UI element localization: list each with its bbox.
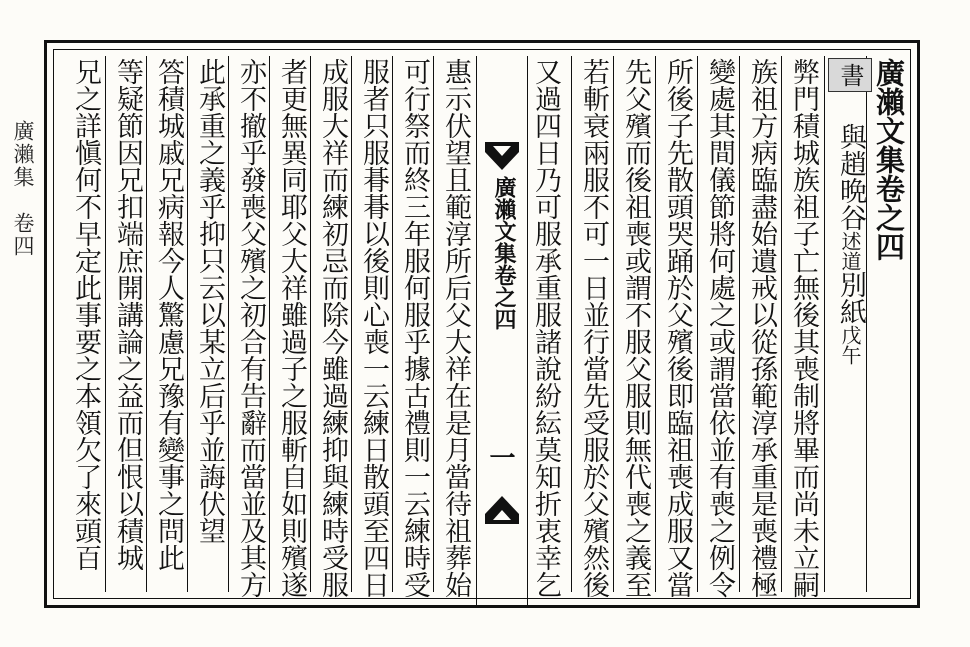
fish-tail-mark-icon [485, 496, 519, 524]
center-fold-band [476, 56, 528, 608]
text-column: 者更無異同耶父大祥雖過子之服斬自如則殯遂 [276, 58, 307, 598]
text-column: 惠示伏望且範淳所后父大祥在是月當待祖葬始 [440, 58, 471, 598]
column-rule [392, 56, 393, 592]
column-rule [351, 56, 352, 592]
heading-suffix: 別紙 [835, 271, 866, 325]
text-column: 可行祭而終三年服何服乎據古禮則一云練時受 [399, 58, 430, 598]
column-rule [571, 56, 572, 592]
column-rule [781, 56, 782, 592]
margin-note: 廣瀨集 卷四 [11, 120, 35, 258]
column-rule [739, 56, 740, 592]
text-column: 先父殯而後祖喪或謂不服父服則無代喪之義至 [620, 58, 651, 598]
text-column: 等疑節因兄扣端庶開講論之益而但恨以積城 [112, 58, 143, 571]
text-column: 亦不撤乎發喪父殯之初合有告辭而當並及其方 [235, 58, 266, 598]
letter-heading: 與趙晩谷 [835, 123, 866, 231]
heading-date: 戊午 [838, 325, 862, 365]
heading-note: 述道 [838, 231, 862, 271]
column-rule [228, 56, 229, 592]
column-rule [146, 56, 147, 592]
text-column: 兄之詳愼何不早定此事要之本領欠了來頭百 [70, 58, 101, 571]
column-rule [697, 56, 698, 592]
text-column: 成服大祥而練初忌而除今雖過練抑與練時受服 [317, 58, 348, 598]
fish-tail-mark-icon [485, 142, 519, 170]
page-inner-frame [53, 49, 911, 599]
text-column: 答積城戚兄病報今人驚慮兄豫有變事之問此 [153, 58, 184, 571]
page-frame [44, 40, 920, 608]
column-rule [105, 56, 106, 592]
column-rule [310, 56, 311, 592]
section-label: 書 [828, 58, 872, 92]
text-column: 弊門積城族祖子亡無後其喪制將畢而尚未立嗣 [788, 58, 819, 598]
heading-column [828, 58, 872, 606]
title-column [870, 58, 908, 606]
column-rule [613, 56, 614, 592]
column-rule [433, 56, 434, 592]
text-column: 此承重之義乎抑只云以某立后乎並誨伏望 [194, 58, 225, 544]
text-column: 又過四日乃可服承重服諸說紛紜莫知折衷幸乞 [530, 58, 561, 598]
text-column: 所後子先散頭哭踊於父殯後即臨祖喪成服又當 [662, 58, 693, 598]
text-column: 服者只服朞朞以後則心喪一云練日散頭至四日 [358, 58, 389, 598]
column-rule [187, 56, 188, 592]
column-rule [655, 56, 656, 592]
book-title: 廣瀨文集卷之四 [872, 58, 906, 261]
page-number: 一 [485, 444, 515, 470]
center-title: 廣瀨文集卷之四 [491, 176, 517, 330]
text-column: 族祖方病臨盡始遺戒以從孫範淳承重是喪禮極 [746, 58, 777, 598]
column-rule [269, 56, 270, 592]
column-rule [824, 56, 825, 592]
text-column: 變處其間儀節將何處之或謂當依並有喪之例令 [704, 58, 735, 598]
text-column: 若斬衰兩服不可一日並行當先受服於父殯然後 [578, 58, 609, 598]
